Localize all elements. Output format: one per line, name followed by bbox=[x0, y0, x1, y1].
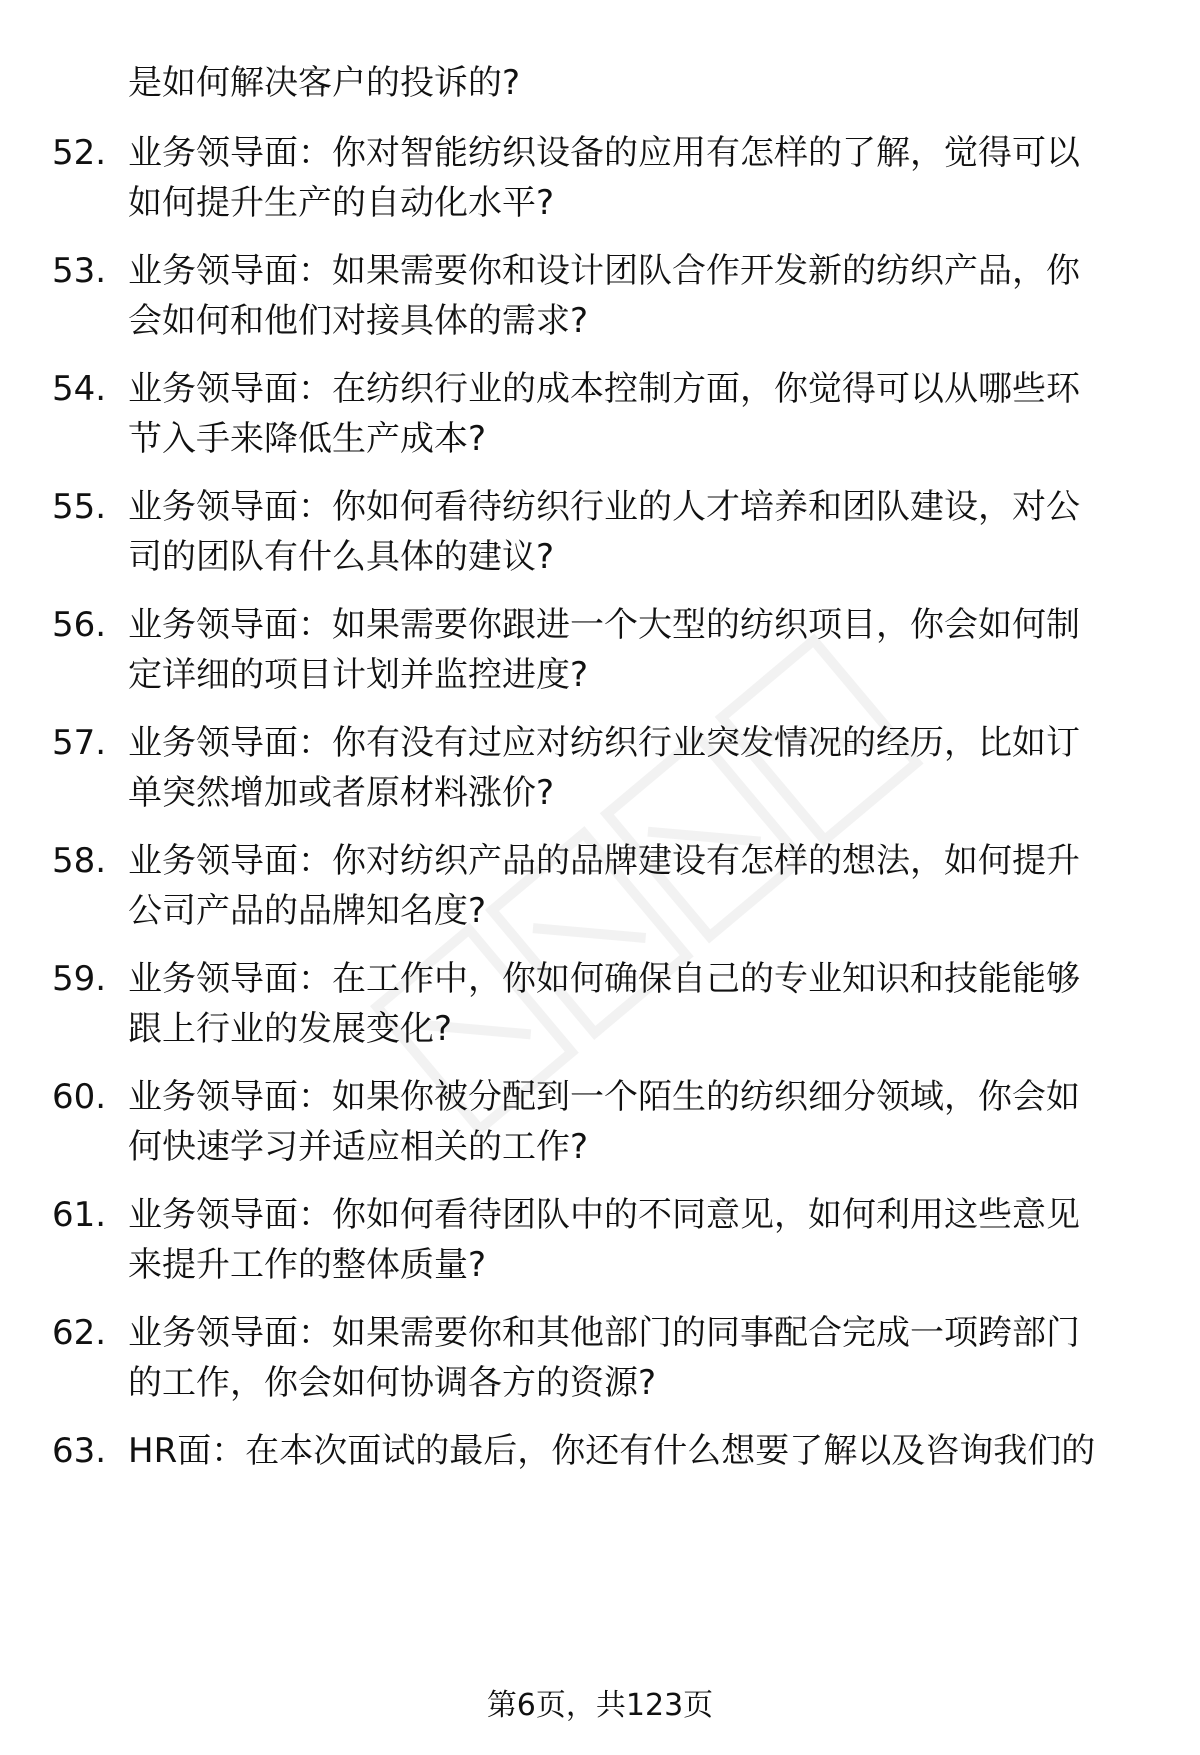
question-line: 司的团队有什么具体的建议? bbox=[128, 537, 555, 577]
question-line: 会如何和他们对接具体的需求? bbox=[128, 301, 589, 341]
question-number: 59. bbox=[52, 959, 107, 999]
question-text bbox=[128, 600, 1148, 700]
question-line: 业务领导面：如果需要你和其他部门的同事配合完成一项跨部门 bbox=[128, 1313, 1080, 1353]
question-line: 业务领导面：如果需要你跟进一个大型的纺织项目，你会如何制 bbox=[128, 605, 1080, 645]
question-number: 61. bbox=[52, 1195, 107, 1235]
question-text bbox=[128, 1308, 1148, 1408]
question-text bbox=[128, 128, 1148, 228]
question-line: 节入手来降低生产成本? bbox=[128, 419, 487, 459]
question-text bbox=[128, 954, 1148, 1054]
question-text bbox=[128, 246, 1148, 346]
question-text bbox=[128, 364, 1148, 464]
question-text bbox=[128, 1072, 1148, 1172]
question-line: 的工作，你会如何协调各方的资源? bbox=[128, 1363, 657, 1403]
question-number: 60. bbox=[52, 1077, 107, 1117]
question-text bbox=[128, 1190, 1148, 1290]
question-number: 57. bbox=[52, 723, 107, 763]
question-line: 跟上行业的发展变化? bbox=[128, 1009, 453, 1049]
question-line: 业务领导面：你对纺织产品的品牌建设有怎样的想法，如何提升 bbox=[128, 841, 1080, 881]
question-number: 58. bbox=[52, 841, 107, 881]
page-number-footer: 第6页，共123页 bbox=[486, 1688, 714, 1723]
question-number: 56. bbox=[52, 605, 107, 645]
question-number: 63. bbox=[52, 1431, 107, 1471]
question-line: 业务领导面：你如何看待纺织行业的人才培养和团队建设，对公 bbox=[128, 487, 1080, 527]
question-line: 单突然增加或者原材料涨价? bbox=[128, 773, 555, 813]
question-line: HR面：在本次面试的最后，你还有什么想要了解以及咨询我们的 bbox=[128, 1431, 1096, 1471]
question-text bbox=[128, 836, 1148, 936]
question-line: 业务领导面：如果需要你和设计团队合作开发新的纺织产品，你 bbox=[128, 251, 1080, 291]
question-line: 业务领导面：在工作中，你如何确保自己的专业知识和技能能够 bbox=[128, 959, 1080, 999]
question-line: 业务领导面：你如何看待团队中的不同意见，如何利用这些意见 bbox=[128, 1195, 1080, 1235]
question-number: 62. bbox=[52, 1313, 107, 1353]
question-number: 55. bbox=[52, 487, 107, 527]
question-text bbox=[128, 482, 1148, 582]
question-text bbox=[128, 718, 1148, 818]
question-line: 业务领导面：你对智能纺织设备的应用有怎样的了解，觉得可以 bbox=[128, 133, 1080, 173]
question-text bbox=[128, 1426, 1148, 1476]
question-line: 业务领导面：你有没有过应对纺织行业突发情况的经历，比如订 bbox=[128, 723, 1080, 763]
question-line: 业务领导面：在纺织行业的成本控制方面，你觉得可以从哪些环 bbox=[128, 369, 1080, 409]
question-line: 如何提升生产的自动化水平? bbox=[128, 183, 555, 223]
continued-question-line: 是如何解决客户的投诉的? bbox=[128, 63, 521, 103]
question-line: 定详细的项目计划并监控进度? bbox=[128, 655, 589, 695]
question-number: 52. bbox=[52, 133, 107, 173]
question-number: 53. bbox=[52, 251, 107, 291]
question-line: 来提升工作的整体质量? bbox=[128, 1245, 487, 1285]
question-line: 何快速学习并适应相关的工作? bbox=[128, 1127, 589, 1167]
question-line: 业务领导面：如果你被分配到一个陌生的纺织细分领域，你会如 bbox=[128, 1077, 1080, 1117]
question-number: 54. bbox=[52, 369, 107, 409]
question-line: 公司产品的品牌知名度? bbox=[128, 891, 487, 931]
